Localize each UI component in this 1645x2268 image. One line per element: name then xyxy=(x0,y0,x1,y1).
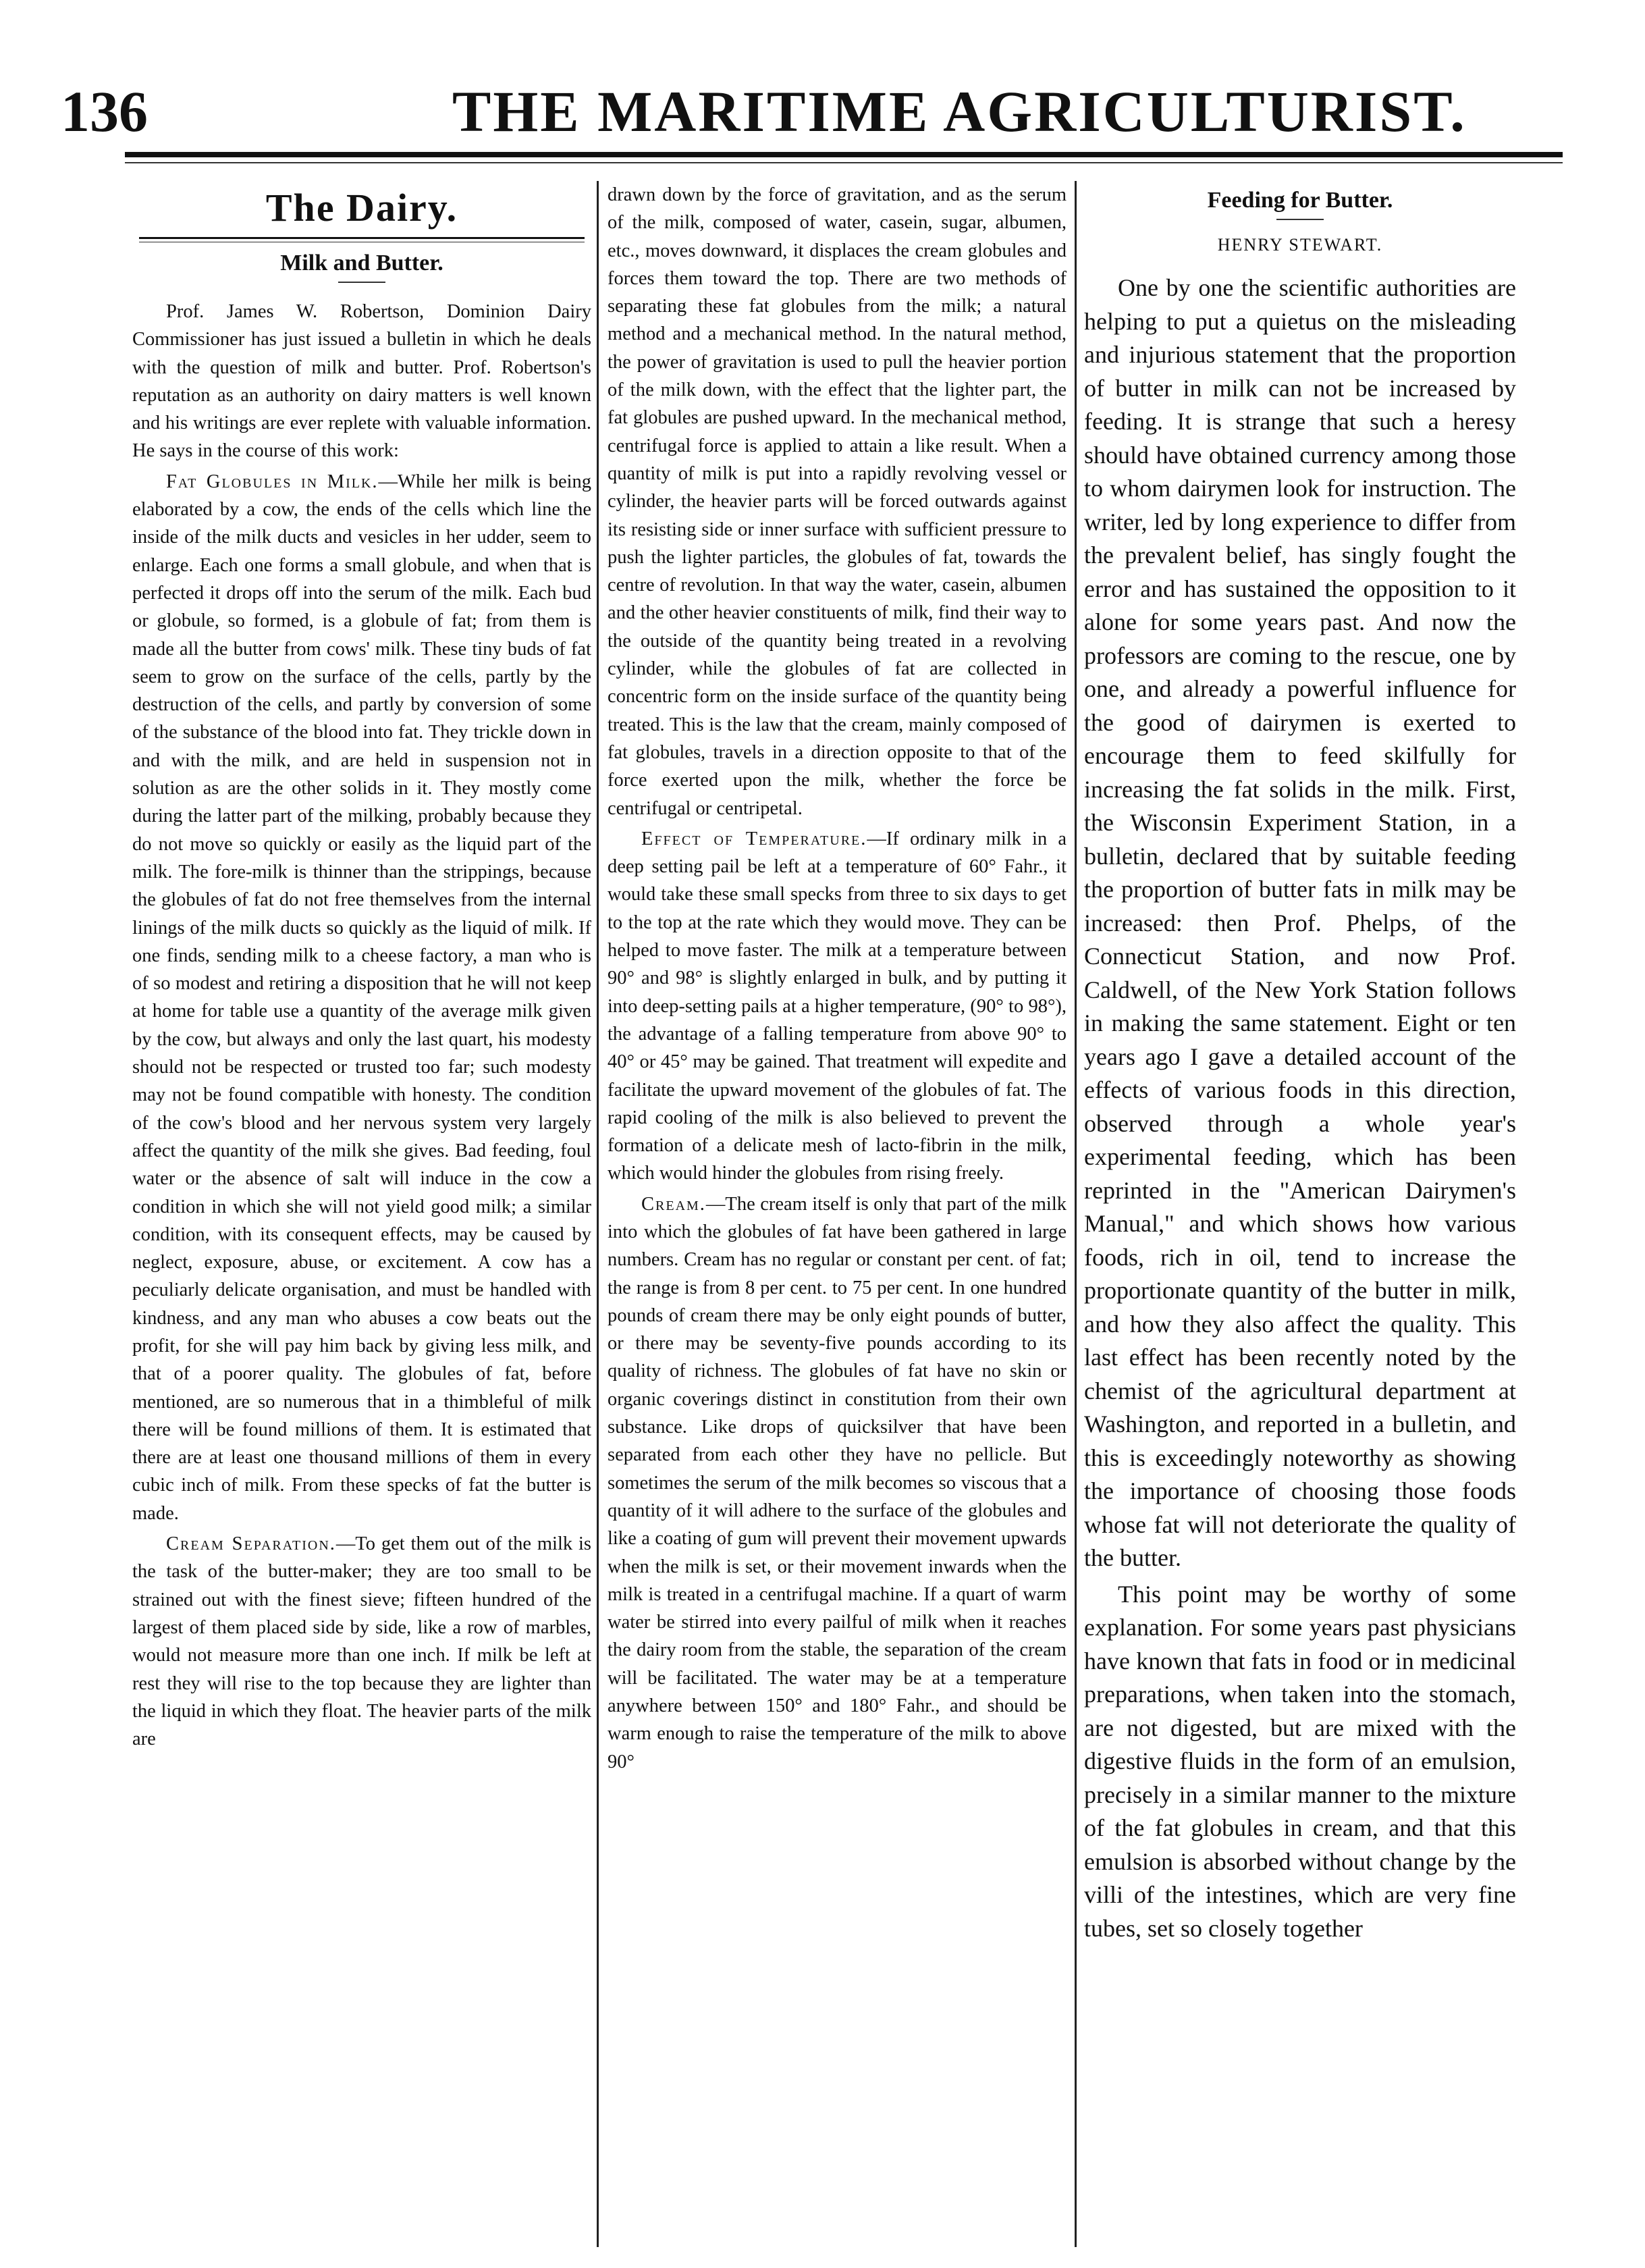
cream-separation-text: —To get them out of the milk is the task of the butter-maker; they are too small to be strained out with the finest sieve; fifteen hundred of the largest of them placed side by side, like a row of marbles, would not measure more than one inch. If milk be left at rest they will rise to the top because they are lighter than the liquid in which they float. The heavier parts of the milk are xyxy=(132,1533,591,1750)
cream-separation-paragraph xyxy=(132,1530,591,1753)
temperature-heading: Effect of Temperature. xyxy=(641,828,867,849)
article-title: Feeding for Butter. xyxy=(1207,188,1393,213)
masthead-rule-heavy xyxy=(125,152,1563,157)
temperature-paragraph xyxy=(608,825,1067,1188)
cream-text: —The cream itself is only that part of the milk into which the globules of fat have been gathered in large numbers. Cream has no regular or constant per cent. of fat; the range is from 8 per cent. to 75 per cent. In one hundred pounds of cream there may be only eight pounds of butter, or there may be seventy-five pounds according to its quality of richness. The globules of fat have no skin or organic coverings distinct in constitution from their own substance. Like drops of quicksilver that have been separated from each other they have no pellicle. But sometimes the serum of the milk becomes so viscous that a quantity of it will adhere to the surface of the globules and like a coating of gum will prevent their movement upwards when the milk is set, or their movement inwards when the milk is treated in a centrifugal machine. If a quart of warm water be stirred into every pailful of milk when it reaches the dairy room from the stable, the separation of the cream will be facilitated. The water may be at a temperature anywhere between 150° and 180° Fahr., and should be warm enough to raise the temperature of the milk to above 90° xyxy=(608,1193,1067,1772)
column-2 xyxy=(608,181,1067,2247)
column-divider xyxy=(597,181,599,2247)
page-number: 136 xyxy=(61,79,148,144)
fat-globules-heading: Fat Globules in Milk. xyxy=(166,471,379,492)
intro-paragraph: Prof. James W. Robertson, Dominion Dairy Commissioner has just issued a bulletin in which he deals with the question of milk and butter. Prof. Robertson's reputation as an authority on dairy matters is well known and his writings are ever replete with valuable information. He says in the course of this work: xyxy=(132,301,591,462)
byline: HENRY STEWART. xyxy=(1217,235,1383,255)
section-rule xyxy=(139,237,585,242)
cream-paragraph xyxy=(608,1190,1067,1776)
masthead xyxy=(47,64,1600,159)
cream-heading: Cream. xyxy=(641,1193,706,1215)
fat-globules-text: —While her milk is being elaborated by a cow, the ends of the cells which line the inside of the milk ducts and vesicles in her udder, seem to enlarge. Each one forms a small globule, and when that is perfected it drops off into the serum of the milk. Each bud or globule, so formed, is a globule of fat; from them is made all the butter from cows' milk. These tiny buds of fat seem to grow on the surface of the cells, partly by the destruction of the cells, and partly by conversion of some of the substance of the blood into fat. They trickle down in and with the milk, and are held in suspension not in solution as are the other solids in it. They mostly come during the latter part of the milking, probably because they do not move so quickly or easily as the liquid part of the milk. The fore-milk is thinner than the strippings, because the globules of fat do not free themselves from the internal linings of the milk ducts so quickly as the liquid of milk. If one finds, sending milk to a cheese factory, a man who is of so modest and retiring a disposition that he will not keep at home for table use a quantity of the average milk given by the cow, but always and only the last quart, his modesty should not be respected or trusted too far; such modesty may not be found compatible with honesty. The condition of the cow's blood and her nervous system very largely affect the quantity of the milk she gives. Bad feeding, foul water or the absence of salt will induce in the cow a condition in which she will not yield good milk; a similar condition, with its consequent effects, may be caused by neglect, exposure, abuse, or excitement. A cow has a peculiarly delicate organisation, and must be handled with kindness, and any man who abuses a cow beats out the profit, for she will pay him back by giving less milk, and that of a poorer quality. The globules of fat, before mentioned, are so numerous that in a thimbleful of milk there will be found millions of them. It is estimated that there are at least one thousand millions of them in every cubic inch of milk. From these specks of fat the butter is made. xyxy=(132,471,591,1524)
cream-separation-heading: Cream Separation. xyxy=(166,1533,336,1555)
article-title: Milk and Butter. xyxy=(280,250,443,275)
feeding-paragraph-2: This point may be worthy of some explanation. For some years past physicians have known that fats in food or in medicinal preparations, when taken into the stomach, are not digested, but are mixed with the digestive fluids in the form of an emulsion, precisely in a similar manner to the mixture of the fat globules in cream, and that this emulsion is absorbed without change by the villi of the intestines, which are very fine tubes, set so closely together xyxy=(1084,1580,1516,1942)
temperature-text: —If ordinary milk in a deep setting pail be left at a temperature of 60° Fahr., it would take these small specks from three to six days to get to the top at the rate which they would move. They can be helped to move faster. The milk at a temperature between 90° and 98° is slightly enlarged in bulk, and by putting it into deep-setting pails at a higher temperature, (90° to 98°), the advantage of a falling temperature from above 90° to 40° or 45° may be gained. That treatment will expedite and facilitate the upward movement of the globules of fat. The rapid cooling of the milk is also believed to prevent the formation of a delicate mesh of lacto-fibrin in the milk, which would hinder the globules from rising freely. xyxy=(608,828,1067,1184)
column-3 xyxy=(1084,181,1516,2247)
title-rule xyxy=(1276,219,1324,220)
title-rule xyxy=(338,282,385,283)
column-divider xyxy=(1075,181,1077,2247)
journal-title: THE MARITIME AGRICULTURIST. xyxy=(452,79,1467,144)
section-title: The Dairy. xyxy=(265,186,458,230)
masthead-rule-thin xyxy=(125,162,1563,163)
fat-globules-paragraph xyxy=(132,468,591,1527)
column-1 xyxy=(132,181,591,2247)
feeding-paragraph-1: One by one the scientific authorities are helping to put a quietus on the misleading and injurious statement that the proportion of butter in milk can not be increased by feeding. It is strange that such a heresy should have obtained currency among those to whom dairymen look for instruction. The writer, led by long experience to differ from the prevalent belief, has singly fought the error and has sustained the opposition to it alone for some years past. And now the professors are coming to the rescue, one by one, and already a powerful influence for the good of dairymen is exerted to encourage them to feed skilfully for increasing the fat solids in the milk. First, the Wisconsin Experiment Station, in a bulletin, declared that by suitable feeding the proportion of butter fats in milk may be increased: then Prof. Phelps, of the Connecticut Station, and now Prof. Caldwell, of the New York Station follows in making the same statement. Eight or ten years ago I gave a detailed account of the effects of various foods in this direction, observed through a whole year's experimental feeding, which has been reprinted in the "American Dairymen's Manual," and which shows how various foods, rich in oil, tend to increase the proportionate quantity of the butter in milk, and how they also affect the quality. This last effect has been recently noted by the chemist of the agricultural department at Washington, and reported in a bulletin, and this is exceedingly noteworthy as showing the importance of choosing those foods whose fat will not deteriorate the quality of the butter. xyxy=(1084,274,1516,1571)
continued-paragraph: drawn down by the force of gravitation, and as the serum of the milk, composed of water, casein, sugar, albumen, etc., moves downward, it displaces the cream globules and forces them toward the top. There are two methods of separating these fat globules from the milk; a natural method and a mechanical method. In the natural method, the power of gravitation is used to pull the heavier portion of the milk down, with the effect that the lighter part, the fat globules are pushed upward. In the mechanical method, centrifugal force is applied to attain a like result. When a quantity of milk is put into a rapidly revolving vessel or cylinder, the heavier parts will be forced outwards against its resisting side or inner surface with sufficient pressure to push the lighter particles, the globules of fat, towards the centre of revolution. In that way the water, casein, albumen and the other heavier constituents of milk, find their way to the outside of the quantity being treated in a revolving cylinder, while the globules of fat are collected in concentric form on the inside surface of the quantity being treated. This is the law that the cream, mainly composed of fat globules, travels in a direction opposite to that of the force exerted upon the milk, whether the force be centrifugal or centripetal. xyxy=(608,184,1067,819)
